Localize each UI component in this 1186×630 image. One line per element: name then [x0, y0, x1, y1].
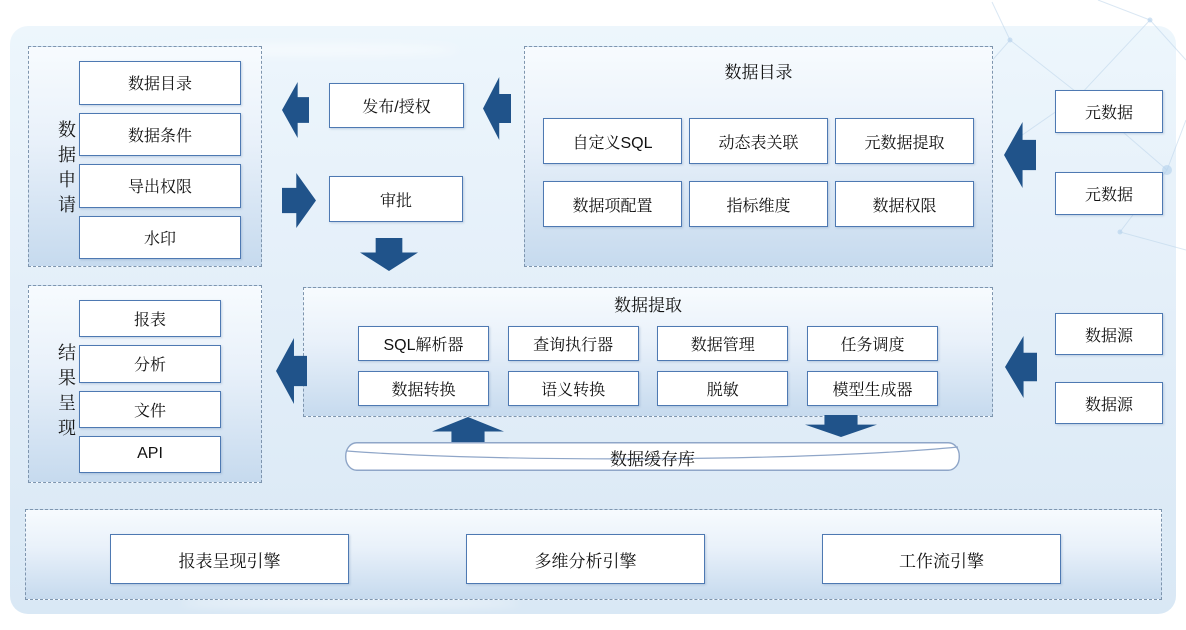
box-data-condition: 数据条件	[79, 113, 241, 157]
group-data-catalog-title: 数据目录	[724, 63, 793, 82]
catalog-row-2	[525, 181, 992, 227]
box-approval: 审批	[329, 176, 463, 222]
group-engines	[25, 509, 1162, 600]
group-data-application	[28, 46, 262, 267]
box-watermark: 水印	[79, 216, 241, 260]
box-metadata-extract: 元数据提取	[835, 118, 974, 164]
box-custom-sql: 自定义SQL	[543, 118, 682, 164]
data-application-nodes	[79, 47, 261, 266]
box-dynamic-table-join: 动态表关联	[689, 118, 828, 164]
box-data-item-config: 数据项配置	[543, 181, 682, 227]
box-report-engine: 报表呈现引擎	[110, 534, 349, 584]
data-cache-cylinder	[345, 442, 960, 471]
box-metadata-2: 元数据	[1055, 172, 1163, 215]
box-workflow-engine: 工作流引擎	[822, 534, 1061, 584]
box-report: 报表	[79, 300, 221, 337]
extraction-row-2	[304, 371, 992, 406]
box-file: 文件	[79, 391, 221, 428]
box-publish-authorize: 发布/授权	[329, 83, 464, 128]
box-data-permission: 数据权限	[835, 181, 974, 227]
group-data-extraction	[303, 287, 993, 417]
box-data-source-1: 数据源	[1055, 313, 1163, 355]
result-presentation-nodes	[79, 286, 261, 482]
group-data-application-label: 数据申请	[56, 119, 76, 220]
group-data-extraction-title: 数据提取	[614, 296, 682, 315]
catalog-row-1	[525, 118, 992, 164]
box-data-catalog: 数据目录	[79, 61, 241, 105]
box-data-source-2: 数据源	[1055, 382, 1163, 424]
group-result-presentation	[28, 285, 262, 483]
box-api: API	[79, 436, 221, 473]
box-task-scheduler: 任务调度	[807, 326, 938, 361]
box-model-generator: 模型生成器	[807, 371, 938, 406]
group-data-catalog	[524, 46, 993, 267]
extraction-row-1	[304, 326, 992, 361]
box-metadata-1: 元数据	[1055, 90, 1163, 133]
box-data-management: 数据管理	[657, 326, 788, 361]
box-semantic-transform: 语义转换	[508, 371, 639, 406]
box-indicator-dimension: 指标维度	[689, 181, 828, 227]
group-result-presentation-label: 结果呈现	[56, 343, 76, 443]
box-data-transform: 数据转换	[358, 371, 489, 406]
box-export-permission: 导出权限	[79, 164, 241, 208]
box-data-masking: 脱敏	[657, 371, 788, 406]
box-query-executor: 查询执行器	[508, 326, 639, 361]
box-olap-engine: 多维分析引擎	[466, 534, 705, 584]
data-cache-label: 数据缓存库	[610, 450, 695, 469]
box-analysis: 分析	[79, 345, 221, 382]
box-sql-parser: SQL解析器	[358, 326, 489, 361]
